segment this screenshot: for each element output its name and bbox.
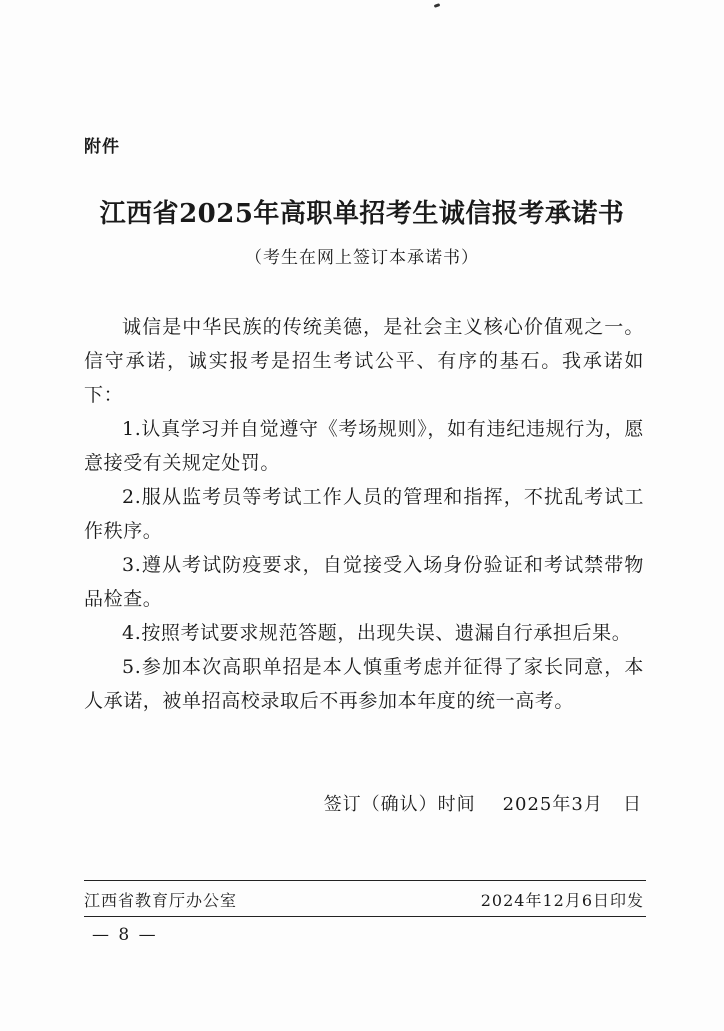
intro-paragraph: 诚信是中华民族的传统美德，是社会主义核心价值观之一。信守承诺，诚实报考是招生考试公平、有序的基石。我承诺如下： [84,316,644,406]
footer-issue-date: 2024年12月6日印发 [480,891,644,910]
page-number: — 8 — [92,925,158,945]
signature-date-line: 签订（确认）时间 2025年3月 日 [323,794,642,815]
footer-issuer: 江西省教育厅办公室 [84,891,238,910]
scan-mark [434,3,441,8]
attachment-label: 附件 [84,137,120,157]
document-subtitle: （考生在网上签订本承诺书） [245,248,479,268]
pledge-item-1: 1.认真学习并自觉遵守《考场规则》，如有违纪违规行为，愿意接受有关规定处罚。 [84,418,644,474]
footer-top-rule [84,880,646,881]
footer-bottom-rule [84,916,646,917]
pledge-item-4: 4.按照考试要求规范答题，出现失误、遗漏自行承担后果。 [122,622,632,644]
document-title: 江西省2025年高职单招考生诚信报考承诺书 [99,199,625,229]
pledge-item-2: 2.服从监考员等考试工作人员的管理和指挥，不扰乱考试工作秩序。 [84,486,644,542]
document-body [84,310,644,718]
pledge-item-5: 5.参加本次高职单招是本人慎重考虑并征得了家长同意，本人承诺，被单招高校录取后不再参加本年度的统一高考。 [84,656,644,712]
pledge-item-3: 3.遵从考试防疫要求，自觉接受入场身份验证和考试禁带物品检查。 [84,554,644,610]
